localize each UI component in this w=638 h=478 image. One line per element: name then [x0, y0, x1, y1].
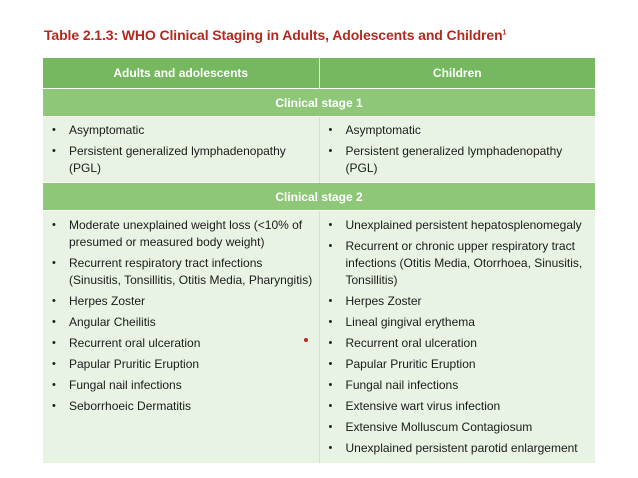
list-item: • Fungal nail infections	[328, 377, 594, 394]
stage-2-adults-list	[43, 217, 319, 415]
column-header-row	[43, 58, 595, 89]
table-title	[44, 27, 506, 43]
stage-1-label: Clinical stage 1	[43, 89, 595, 117]
list-item: • Asymptomatic	[328, 122, 594, 139]
list-item: • Unexplained persistent hepatosplenomegaly	[328, 217, 594, 234]
list-item: • Recurrent or chronic upper respiratory tract infections (Otitis Media, Otorrhoea, Sinusitis, Tonsillitis)	[328, 238, 594, 289]
stage-2-adults-cell	[43, 211, 319, 464]
list-item: • Persistent generalized lymphadenopathy (PGL)	[51, 143, 317, 177]
list-item: • Moderate unexplained weight loss (<10% of presumed or measured body weight)	[51, 217, 317, 251]
list-item: • Papular Pruritic Eruption	[328, 356, 594, 373]
list-item: • Extensive Molluscum Contagiosum	[328, 419, 594, 436]
stage-2-label: Clinical stage 2	[43, 183, 595, 211]
title-footnote-marker: 1	[502, 29, 507, 37]
red-dot-marker	[304, 338, 308, 342]
table-title-text: Table 2.1.3: WHO Clinical Staging in Adults, Adolescents and Children	[44, 27, 503, 43]
column-header-children: Children	[319, 58, 595, 89]
list-item: • Seborrhoeic Dermatitis	[51, 398, 317, 415]
list-item: • Asymptomatic	[51, 122, 317, 139]
list-item: • Fungal nail infections	[51, 377, 317, 394]
stage-1-adults-cell	[43, 117, 319, 183]
column-header-adults: Adults and adolescents	[43, 58, 319, 89]
list-item: • Unexplained persistent parotid enlargement	[328, 440, 594, 457]
list-item: • Herpes Zoster	[328, 293, 594, 310]
stage-content-row	[43, 211, 595, 464]
list-item: • Recurrent respiratory tract infections (Sinusitis, Tonsillitis, Otitis Media, Pharyngitis)	[51, 255, 317, 289]
list-item: • Angular Cheilitis	[51, 314, 317, 331]
stage-content-row	[43, 117, 595, 183]
stage-2-children-list	[320, 217, 596, 457]
list-item: • Papular Pruritic Eruption	[51, 356, 317, 373]
list-item: • Persistent generalized lymphadenopathy (PGL)	[328, 143, 594, 177]
stage-1-adults-list	[43, 122, 319, 177]
stage-2-children-cell	[319, 211, 595, 464]
list-item: • Herpes Zoster	[51, 293, 317, 310]
list-item: • Lineal gingival erythema	[328, 314, 594, 331]
list-item: • Recurrent oral ulceration	[51, 335, 317, 352]
list-item: • Extensive wart virus infection	[328, 398, 594, 415]
stage-header-row	[43, 89, 595, 117]
list-item: • Recurrent oral ulceration	[328, 335, 594, 352]
stage-header-row	[43, 183, 595, 211]
stage-1-children-cell	[319, 117, 595, 183]
stage-1-children-list	[320, 122, 596, 177]
staging-table	[43, 58, 595, 463]
